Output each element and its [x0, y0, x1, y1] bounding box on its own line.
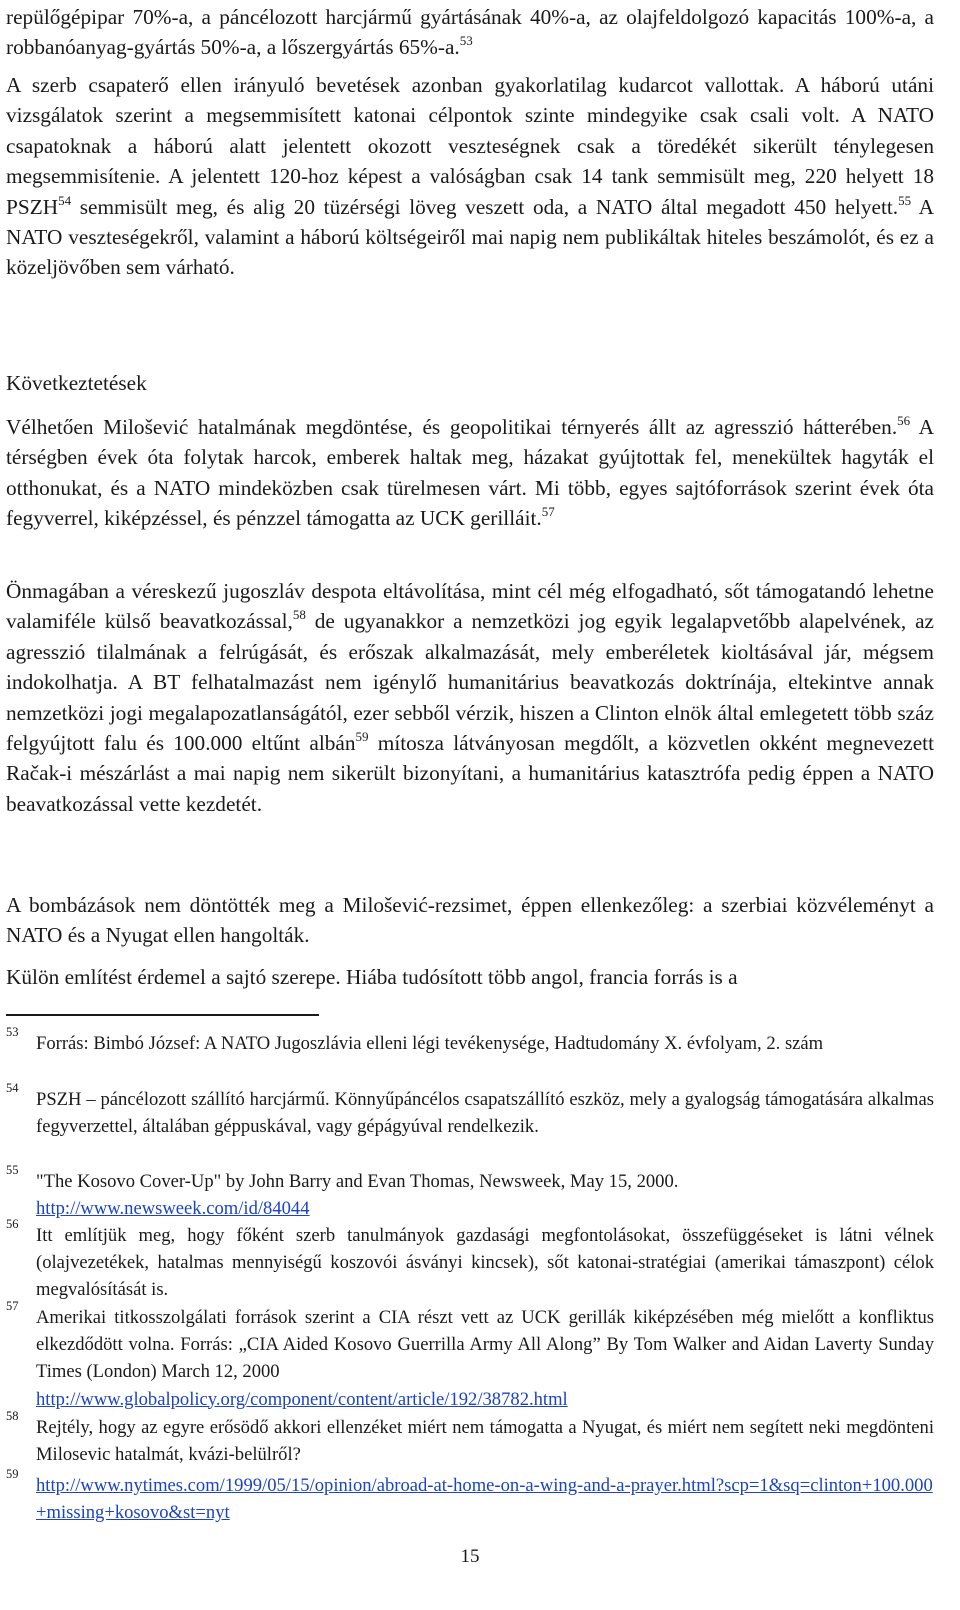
- footnote-ref-56[interactable]: 56: [897, 413, 911, 428]
- paragraph-text: semmisült meg, és alig 20 tüzérségi löveg veszett oda, a NATO által megadott 450 helyett.: [71, 194, 899, 219]
- footnote-text: [6, 1168, 934, 1222]
- footnote-number: 55: [6, 1163, 19, 1177]
- footnote-text-part: "The Kosovo Cover-Up" by John Barry and Evan Thomas, Newsweek, May 15, 2000.: [36, 1171, 679, 1192]
- paragraph-failed-missions: [6, 70, 934, 283]
- paragraph-press: Külön említést érdemel a sajtó szerepe. Hiába tudósított több angol, francia forrás is a: [6, 965, 738, 989]
- footnote-text: PSZH – páncélozott szállító harcjármű. Könnyűpáncélos csapatszállító eszköz, mely a gyalogság támogatására alkalmas fegyverzettel, általában géppuskával, vagy gépágyúval rendelkezik.: [36, 1089, 934, 1138]
- footnote-number: 58: [6, 1409, 19, 1423]
- footnote-text: Rejtély, hogy az egyre erősödő akkori ellenzéket miért nem támogatta a Nyugat, és miért nem segített neki megdönteni Milosevic hatalmát, kvázi-belülről?: [36, 1417, 934, 1466]
- footnote-ref-55[interactable]: 55: [898, 192, 912, 208]
- paragraph-text: A szerb csapaterő ellen irányuló bevetések azonban gyakorlatilag kudarcot vallottak. A háború utáni vizsgálatok szerint a megsemmisített katonai célpontok szinte mindegyike csak csali volt. A NATO csapatoknak a háború alatt jelentett okozott veszteségnek csak a töredékét sikerült ténylegesen megsemmisítenie. A jelentett 120-hoz képest a valóságban csak 14 tank semmisült meg, 220 helyett 18 PSZH: [6, 73, 934, 219]
- paragraph-text: repülőgépipar 70%-a, a páncélozott harcjármű gyártásának 40%-a, az olajfeldolgozó kapacitás 100%-a, a robbanóanyag-gyártás 50%-a, a lőszergyártás 65%-a.: [6, 5, 934, 60]
- footnote-ref-54[interactable]: 54: [58, 192, 72, 208]
- paragraph-intervention: [6, 576, 934, 819]
- footnote-link[interactable]: http://www.globalpolicy.org/component/content/article/192/38782.html: [36, 1388, 568, 1410]
- footnote-ref-59[interactable]: 59: [355, 729, 369, 745]
- footnote-56: [6, 1217, 934, 1304]
- footnote-57: [6, 1299, 934, 1413]
- paragraph-bombings: A bombázások nem döntötték meg a Milošević-rezsimet, éppen ellenkezőleg: a szerbiai közvéleményt a NATO és a Nyugat ellen hangolták.: [6, 893, 934, 948]
- footnote-55: [6, 1163, 934, 1222]
- paragraph-text: A NATO veszteségekről, valamint a háború költségeiről mai napig nem publikáltak hiteles beszámolót, és ez a közeljövőben sem várható.: [6, 194, 934, 280]
- footnote-number: 53: [6, 1025, 19, 1039]
- footnote-ref-58[interactable]: 58: [292, 607, 306, 623]
- footnote-text-part: Amerikai titkosszolgálati források szerint a CIA részt vett az UCK gerillák kiképzésében még mielőtt a konfliktus elkezdődött volna. Forrás: „CIA Aided Kosovo Guerrilla Army All Along” By Tom Walker and Aidan Laverty Sunday Times (London) March 12, 2000: [36, 1307, 934, 1383]
- footnote-number: 59: [6, 1467, 19, 1481]
- footnote-text: [6, 1304, 934, 1413]
- paragraph-industry-losses: [6, 2, 934, 63]
- footnote-number: 56: [6, 1217, 19, 1231]
- paragraph-text: Önmagában a véreskezű jugoszláv despota eltávolítása, mint cél még elfogadható, sőt támogatandó lehetne valamiféle külső beavatkozással,: [6, 579, 934, 634]
- footnote-number: 54: [6, 1081, 19, 1095]
- footnote-54: [6, 1081, 934, 1140]
- footnote-link[interactable]: http://www.nytimes.com/1999/05/15/opinion/abroad-at-home-on-a-wing-and-a-prayer.html?scp=1&sq=clinton+100.000+missing+kosovo&st=nyt: [36, 1475, 933, 1524]
- paragraph-text: de ugyanakkor a nemzetközi jog egyik legalapvetőbb alapelvének, az agresszió tilalmának a felrúgását, és erőszak alkalmazását, mely emberéletek kioltásával jár, mégsem indokolhatja. A BT felhatalmazást nem igénylő humanitárius beavatkozás doktrínája, eltekintve annak nemzetközi jogi megalapozatlanságától, ezer sebből vérzik, hiszen a Clinton elnök által emlegetett több száz felgyújtott falu és 100.000 eltűnt albán: [6, 609, 934, 756]
- footnote-number: 57: [6, 1299, 19, 1313]
- footnote-separator: [6, 1014, 319, 1016]
- page-number: 15: [460, 1546, 480, 1567]
- paragraph-text: mítosza látványosan megdőlt, a közvetlen okként megnevezett Račak-i mészárlást a mai napig nem sikerült bizonyítani, a humanitárius katasztrófa pedig éppen a NATO beavatkozással vette kezdetét.: [6, 731, 934, 816]
- paragraph-text: A térségben évek óta folytak harcok, emberek haltak meg, házakat gyújtottak fel, menekültek hagyták el otthonukat, és a NATO mindeközben csak türelmesen várt. Mi több, egyes sajtóforrások szerint évek óta fegyverrel, kiképzéssel, és pénzzel támogatta az UCK gerilláit.: [6, 415, 934, 531]
- footnote-ref-53[interactable]: 53: [459, 33, 473, 49]
- section-heading: Következtetések: [6, 371, 147, 395]
- footnote-text: Forrás: Bimbó József: A NATO Jugoszlávia elleni légi tevékenysége, Hadtudomány X. évfolyam, 2. szám: [36, 1033, 824, 1054]
- footnote-ref-57[interactable]: 57: [541, 504, 555, 520]
- paragraph-text: Vélhetően Milošević hatalmának megdöntése, és geopolitikai térnyerés állt az agresszió hátterében.: [6, 415, 898, 439]
- footnote-text: Itt említjük meg, hogy főként szerb tanulmányok gazdasági megfontolásokat, összefüggéseket is látni vélnek (olajvezetékek, hatalmas mennyiségű koszovói ásványi kincsek), sőt katonai-stratégiai (amerikai támaszpont) célok megvalósítását is.: [36, 1225, 934, 1301]
- footnote-58: [6, 1409, 934, 1468]
- paragraph-conclusions: [6, 412, 934, 534]
- footnote-link[interactable]: http://www.newsweek.com/id/84044: [36, 1198, 310, 1220]
- footnote-53: [6, 1025, 934, 1057]
- footnote-text: [6, 1472, 934, 1526]
- footnote-59: [6, 1467, 934, 1526]
